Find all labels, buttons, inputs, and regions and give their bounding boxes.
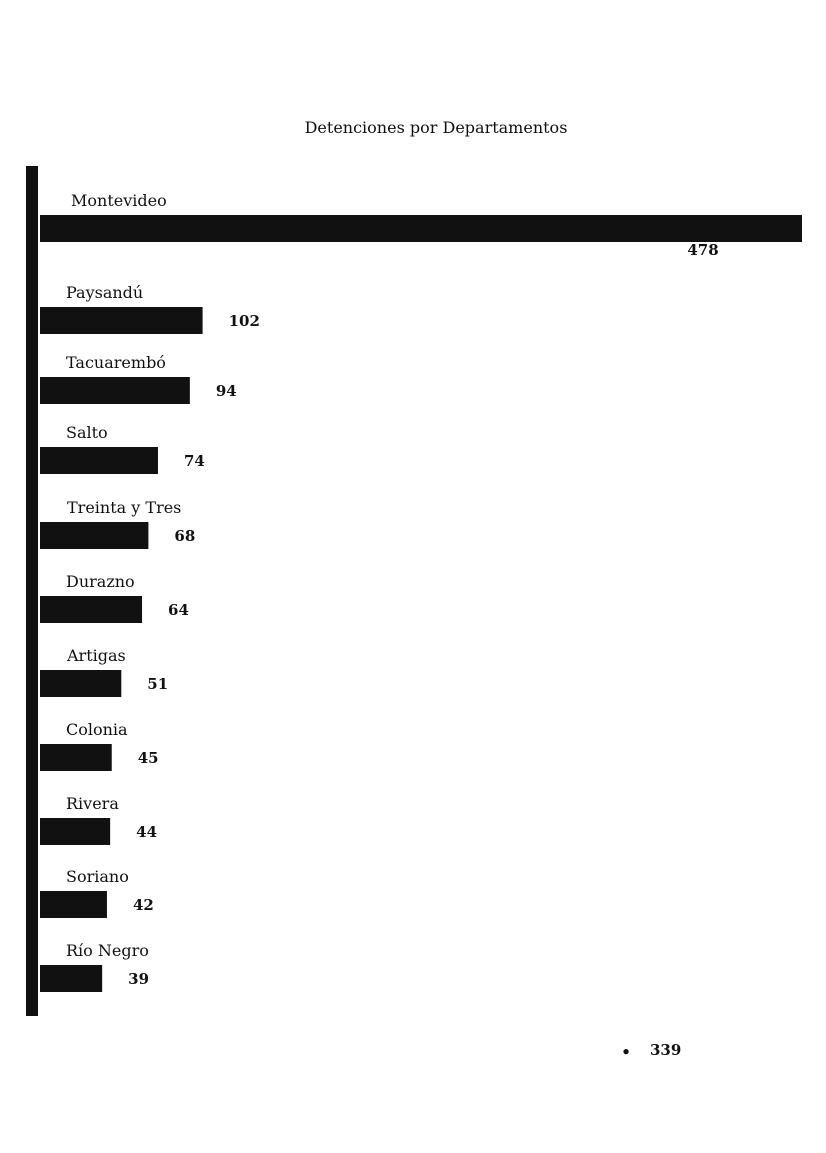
chart-title: Detenciones por Departamentos bbox=[304, 118, 568, 137]
value-label: 74 bbox=[183, 452, 205, 470]
bar bbox=[40, 596, 142, 623]
value-label: 44 bbox=[136, 823, 158, 841]
bar bbox=[40, 965, 102, 992]
page-number: 339 bbox=[650, 1041, 682, 1059]
category-label: Paysandú bbox=[66, 283, 144, 302]
page-number-bullet: • bbox=[621, 1043, 631, 1061]
chart-left-axis-bar bbox=[26, 166, 38, 1016]
bar bbox=[40, 215, 802, 242]
bar bbox=[40, 818, 110, 845]
value-label: 478 bbox=[687, 241, 719, 259]
bars-group bbox=[40, 191, 802, 992]
category-label: Salto bbox=[66, 423, 108, 442]
value-label: 39 bbox=[128, 970, 150, 988]
category-label: Tacuarembó bbox=[66, 353, 166, 372]
bar bbox=[40, 744, 112, 771]
bar bbox=[40, 522, 148, 549]
category-label: Colonia bbox=[66, 720, 128, 739]
category-label: Durazno bbox=[66, 572, 135, 591]
value-label: 45 bbox=[137, 749, 159, 767]
bar bbox=[40, 307, 203, 334]
category-label: Artigas bbox=[67, 646, 126, 665]
bar bbox=[40, 377, 190, 404]
value-label: 68 bbox=[174, 527, 196, 545]
category-label: Rivera bbox=[66, 794, 119, 813]
value-label: 102 bbox=[228, 312, 260, 330]
category-label: Soriano bbox=[66, 867, 129, 886]
bar bbox=[40, 891, 107, 918]
value-label: 94 bbox=[215, 382, 237, 400]
category-label: Montevideo bbox=[71, 191, 167, 210]
category-label: Treinta y Tres bbox=[67, 498, 182, 517]
value-label: 42 bbox=[132, 896, 154, 914]
value-label: 64 bbox=[168, 601, 189, 619]
category-label: Río Negro bbox=[66, 941, 149, 960]
bar bbox=[40, 670, 121, 697]
value-label: 51 bbox=[147, 675, 169, 693]
bar bbox=[40, 447, 158, 474]
